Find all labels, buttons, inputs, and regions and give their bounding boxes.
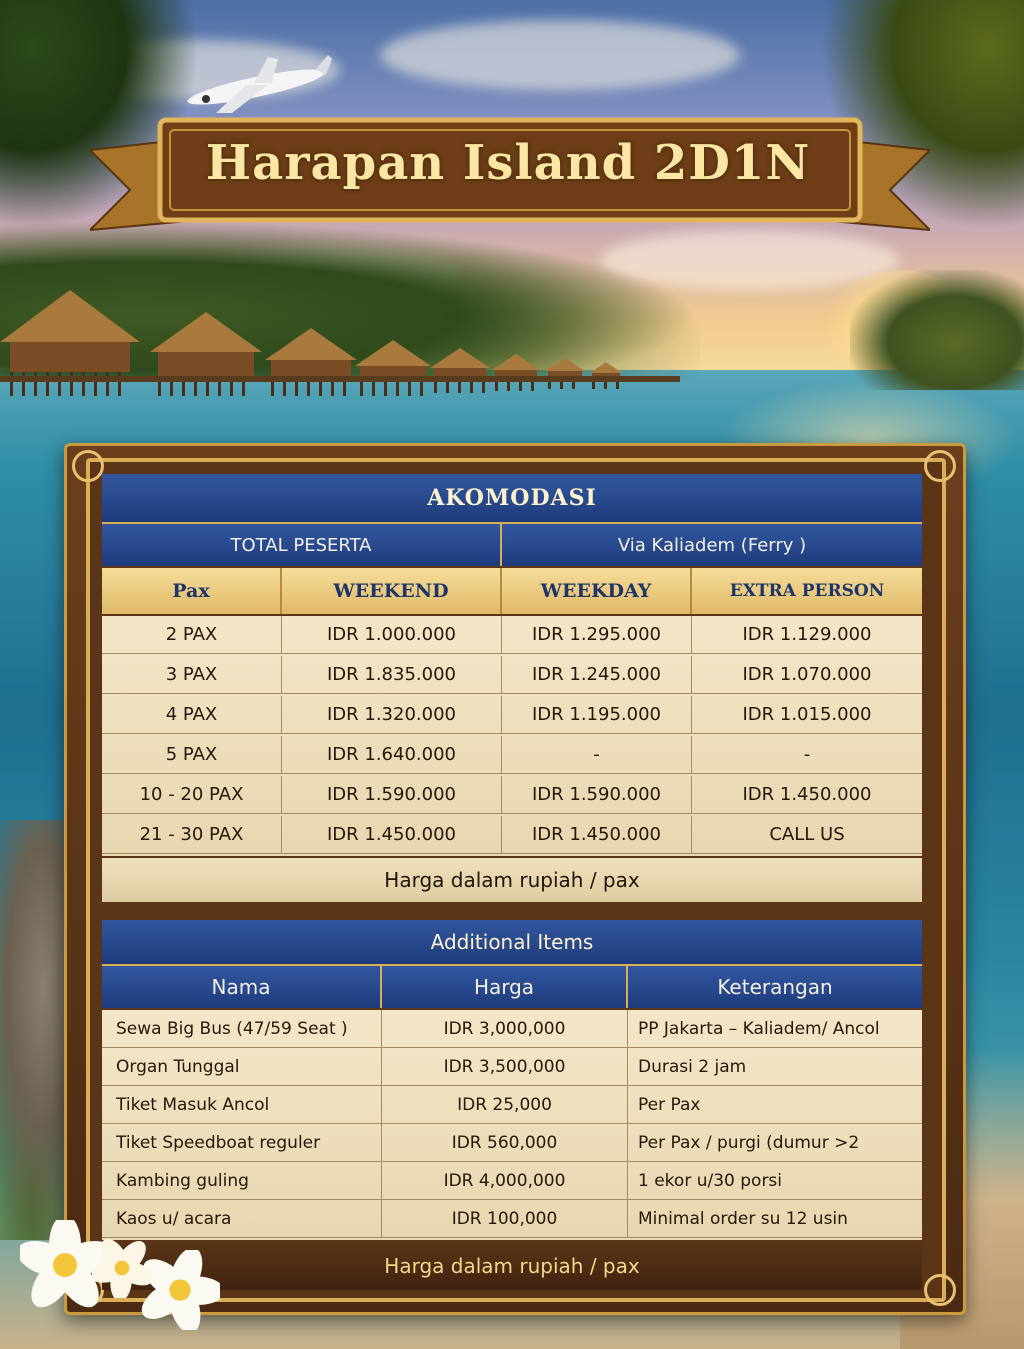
table-cell-pax: 2 PAX [102,616,282,654]
column-header-weekend: WEEKEND [282,568,502,614]
table-cell-pax: 10 - 20 PAX [102,776,282,814]
pier [0,376,680,382]
table-cell-item-price: IDR 4,000,000 [382,1162,628,1200]
table-cell-weekend: IDR 1.320.000 [282,696,502,734]
table-cell-weekday: - [502,736,692,774]
column-header-name: Nama [102,966,382,1008]
table-cell-weekday: IDR 1.450.000 [502,816,692,854]
bungalow [150,312,262,396]
table-cell-item-note: 1 ekor u/30 porsi [628,1162,922,1200]
bungalow [265,328,357,396]
table-cell-extra: IDR 1.015.000 [692,696,922,734]
table-cell-item-note: Minimal order su 12 usin [628,1200,922,1238]
table-cell-item-price: IDR 3,000,000 [382,1010,628,1048]
bungalow [355,340,431,396]
table-cell-item-name: Kaos u/ acara [102,1200,382,1238]
table-cell-weekend: IDR 1.835.000 [282,656,502,694]
table-cell-item-note: Per Pax / purgi (dumur >2 [628,1124,922,1162]
table-cell-weekday: IDR 1.295.000 [502,616,692,654]
additional-price-note: Harga dalam rupiah / pax [102,1242,922,1290]
table-cell-weekday: IDR 1.245.000 [502,656,692,694]
column-header-description: Keterangan [628,966,922,1008]
table-cell-weekend: IDR 1.000.000 [282,616,502,654]
table-cell-item-name: Tiket Masuk Ancol [102,1086,382,1124]
cloud [380,20,740,90]
route-header: Via Kaliadem (Ferry ) [502,524,922,566]
table-cell-item-name: Kambing guling [102,1162,382,1200]
column-header-price: Harga [382,966,628,1008]
table-cell-extra: IDR 1.129.000 [692,616,922,654]
plumeria-flower-icon [92,1238,152,1298]
bungalow [545,358,585,389]
bungalow [492,354,540,391]
table-cell-weekend: IDR 1.590.000 [282,776,502,814]
table-cell-extra: IDR 1.070.000 [692,656,922,694]
treeline-right [850,270,1024,390]
table-cell-pax: 5 PAX [102,736,282,774]
table-cell-item-note: PP Jakarta – Kaliadem/ Ancol [628,1010,922,1048]
corner-ornament-icon [924,450,956,482]
table-cell-weekday: IDR 1.195.000 [502,696,692,734]
table-cell-item-name: Tiket Speedboat reguler [102,1124,382,1162]
table-cell-weekend: IDR 1.640.000 [282,736,502,774]
column-header-extra-person: EXTRA PERSON [692,568,922,614]
table-cell-item-price: IDR 25,000 [382,1086,628,1124]
table-cell-pax: 4 PAX [102,696,282,734]
column-header-pax: Pax [102,568,282,614]
table-cell-item-price: IDR 560,000 [382,1124,628,1162]
bungalow [430,348,490,393]
table-cell-item-name: Organ Tunggal [102,1048,382,1086]
table-cell-item-name: Sewa Big Bus (47/59 Seat ) [102,1010,382,1048]
table-cell-weekday: IDR 1.590.000 [502,776,692,814]
plumeria-flower-icon [140,1250,220,1330]
column-header-weekday: WEEKDAY [502,568,692,614]
table-cell-item-note: Durasi 2 jam [628,1048,922,1086]
accommodation-price-note: Harga dalam rupiah / pax [102,858,922,902]
table-cell-extra: IDR 1.450.000 [692,776,922,814]
overwater-bungalows [0,290,680,420]
table-cell-item-note: Per Pax [628,1086,922,1124]
table-cell-item-price: IDR 100,000 [382,1200,628,1238]
corner-ornament-icon [924,1274,956,1306]
corner-ornament-icon [72,450,104,482]
table-cell-pax: 21 - 30 PAX [102,816,282,854]
additional-items-heading: Additional Items [102,920,922,966]
airplane-icon [176,55,336,115]
table-cell-item-price: IDR 3,500,000 [382,1048,628,1086]
table-cell-pax: 3 PAX [102,656,282,694]
page-title: Harapan Island 2D1N [205,135,811,191]
total-participants-header: TOTAL PESERTA [102,524,502,566]
table-cell-weekend: IDR 1.450.000 [282,816,502,854]
table-cell-extra: CALL US [692,816,922,854]
table-cell-extra: - [692,736,922,774]
accommodation-heading: AKOMODASI [102,474,922,524]
